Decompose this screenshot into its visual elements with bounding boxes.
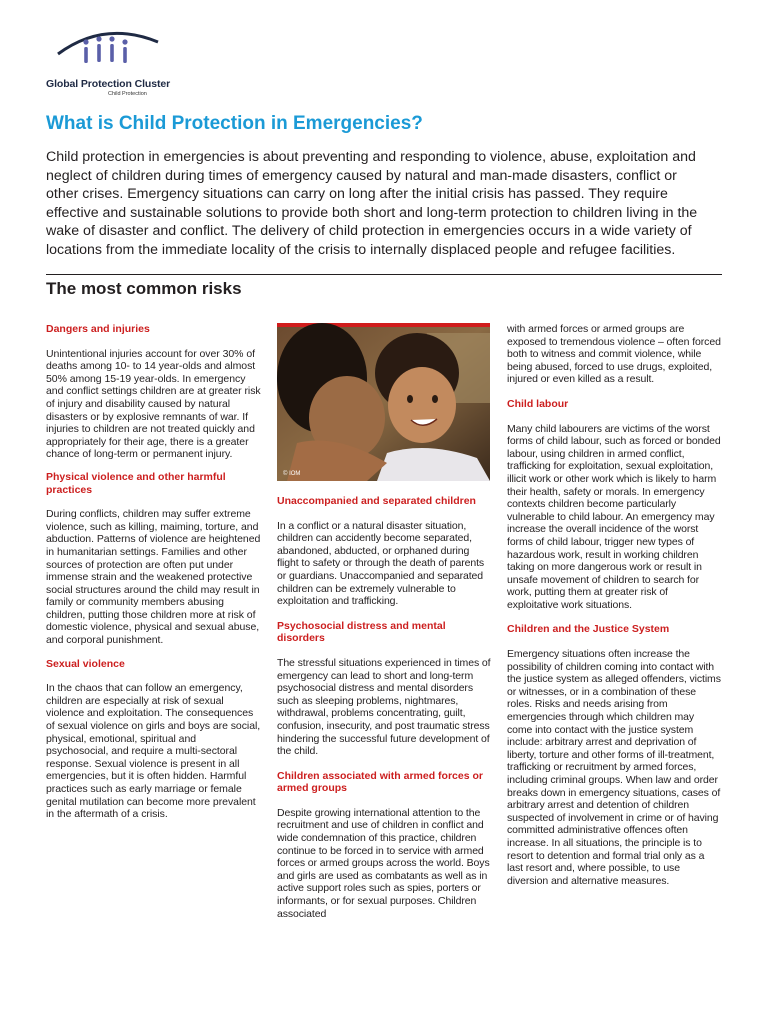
text-armed-forces: Despite growing international attention to the recruitment and use of children in conflict and wide condemnation of this practice, children continue to be forced in to service with armed forces or armed groups across the world. Boys and girls are used as combatants as well as in active support roles such as spies, porters or informants, or for sexual purposes. Children associated [277, 806, 490, 920]
gpc-logo [40, 28, 180, 98]
text-sexual-violence: In the chaos that can follow an emergency, children are especially at risk of sexual violence and exploitation. The consequences of sexual violence on girls and boys are social, physical, emotional, spiritual and psychosocial, and require a multi-sectoral response. Sexual violence is present in all emergencies, but it is often hidden. Harmful practices such as early marriage or female genital mutilation can become more prevalent in the aftermath of a crisis. [46, 682, 261, 821]
column-2 [277, 495, 491, 920]
photo-image [277, 323, 490, 481]
section-title: The most common risks [46, 279, 242, 298]
column-1 [46, 323, 261, 821]
logo-name: Global Protection Cluster [46, 78, 171, 90]
column-3 [507, 323, 721, 887]
logo-subtitle: Child Protection [108, 91, 147, 97]
intro-paragraph: Child protection in emergencies is about preventing and responding to violence, abuse, exploitation and neglect of children during times of emergency caused by natural and man-made disasters, conflict or other crises. Emergency situations can carry on long after the initial crisis has passed. They require effective and sustainable solutions to provide both short and long-term protection to children living in the wake of disaster and conflict. The delivery of child protection in emergencies occurs in a wide variety of locations from the immediate locality of the crisis to internally displaced people and refugee facilities. [46, 149, 698, 258]
text-child-labour: Many child labourers are victims of the worst forms of child labour, such as forced or bonded labour, using children in armed conflict, trafficking for exploitation, sexual exploitation, illicit work or other work which is likely to harm their health, safety or morals. In emergency contexts children become particularly vulnerable to child labour. An emergency may increase the overall incidence of the worst forms of child labour, trigger new types of hazardous work, result in working children taking on more dangerous work or result in unsafe movement of children to search for work, putting them at greater risk of exploitative work situations. [507, 422, 721, 611]
page-title: What is Child Protection in Emergencies? [46, 113, 423, 134]
heading-armed-forces: Children associated with armed forces or armed groups [277, 769, 483, 795]
text-psychosocial: The stressful situations experienced in times of emergency can lead to short and long-term psychosocial distress and mental disorders such as sleeping problems, nightmares, withdrawal, problems concentrating, guilt, confusion, insecurity, and post traumatic stress hindering the successful future development of the child. [277, 656, 491, 758]
text-physical-violence: During conflicts, children may suffer extreme violence, such as killing, maiming, torture, and abduction. Patterns of violence are heightened in humanitarian settings. Families and other sources of protection are often put under immense strain and the weakened protective social structures around the child may result in family or community members abusing children, putting those children more at risk of domestic violence, physical and sexual abuse, and corporal punishment. [46, 508, 261, 647]
text-dangers: Unintentional injuries account for over 30% of deaths among 10- to 14 year-olds and almost 50% among 15-19 year-olds. In emergency and conflict settings children are at greater risk of injury and disability caused by natural disasters or by explosive remnants of war. If injuries to children are not treated quickly and appropriately for their age, there is a greater chance of long-term or permanent injury. [46, 347, 261, 461]
heading-unaccompanied: Unaccompanied and separated children [277, 495, 476, 507]
heading-child-labour: Child labour [507, 397, 569, 410]
logo-figures-icon [54, 28, 164, 76]
heading-psychosocial: Psychosocial distress and mental disorders [277, 619, 446, 645]
children-photo [277, 323, 490, 481]
heading-physical-violence: Physical violence and other harmful practices [46, 470, 226, 496]
heading-justice-system: Children and the Justice System [507, 623, 670, 636]
text-unaccompanied: In a conflict or a natural disaster situation, children can accidently become separated, abandoned, abducted, or orphaned during flight to safety or through the death of parents or guardians. Unaccompanied and separated children can be extremely vulnerable to exploitation and trafficking. [277, 519, 485, 608]
photo-credit: © IOM [283, 471, 301, 477]
heading-sexual-violence: Sexual violence [46, 657, 125, 670]
text-armed-forces-continued: with armed forces or armed groups are exposed to tremendous violence – often forced both to witness and commit violence, while being abused, forced to use drugs, exploited, injured or even killed as a result. [507, 323, 721, 386]
heading-dangers: Dangers and injuries [46, 323, 150, 335]
text-justice-system: Emergency situations often increase the possibility of children coming into contact with the justice system as alleged offenders, victims or witnesses, or in a combination of these roles. Risks and needs arising from emergencies through which children may come into contact with the justice system include: arbitrary arrest and deprivation of liberty, torture and other forms of ill-treatment, trafficking or recruitment by armed forces, including criminal groups. When law and order breaks down in emergency situations, cases of arbitrary arrest and detention of children suspected of involvement in crime or of having committed administrative offences often increase. In all situations, the principle is to resort to detention and formal trial only as a last resort and, where possible, to use diversion and alternative measures. [507, 648, 721, 887]
section-divider [46, 274, 722, 275]
